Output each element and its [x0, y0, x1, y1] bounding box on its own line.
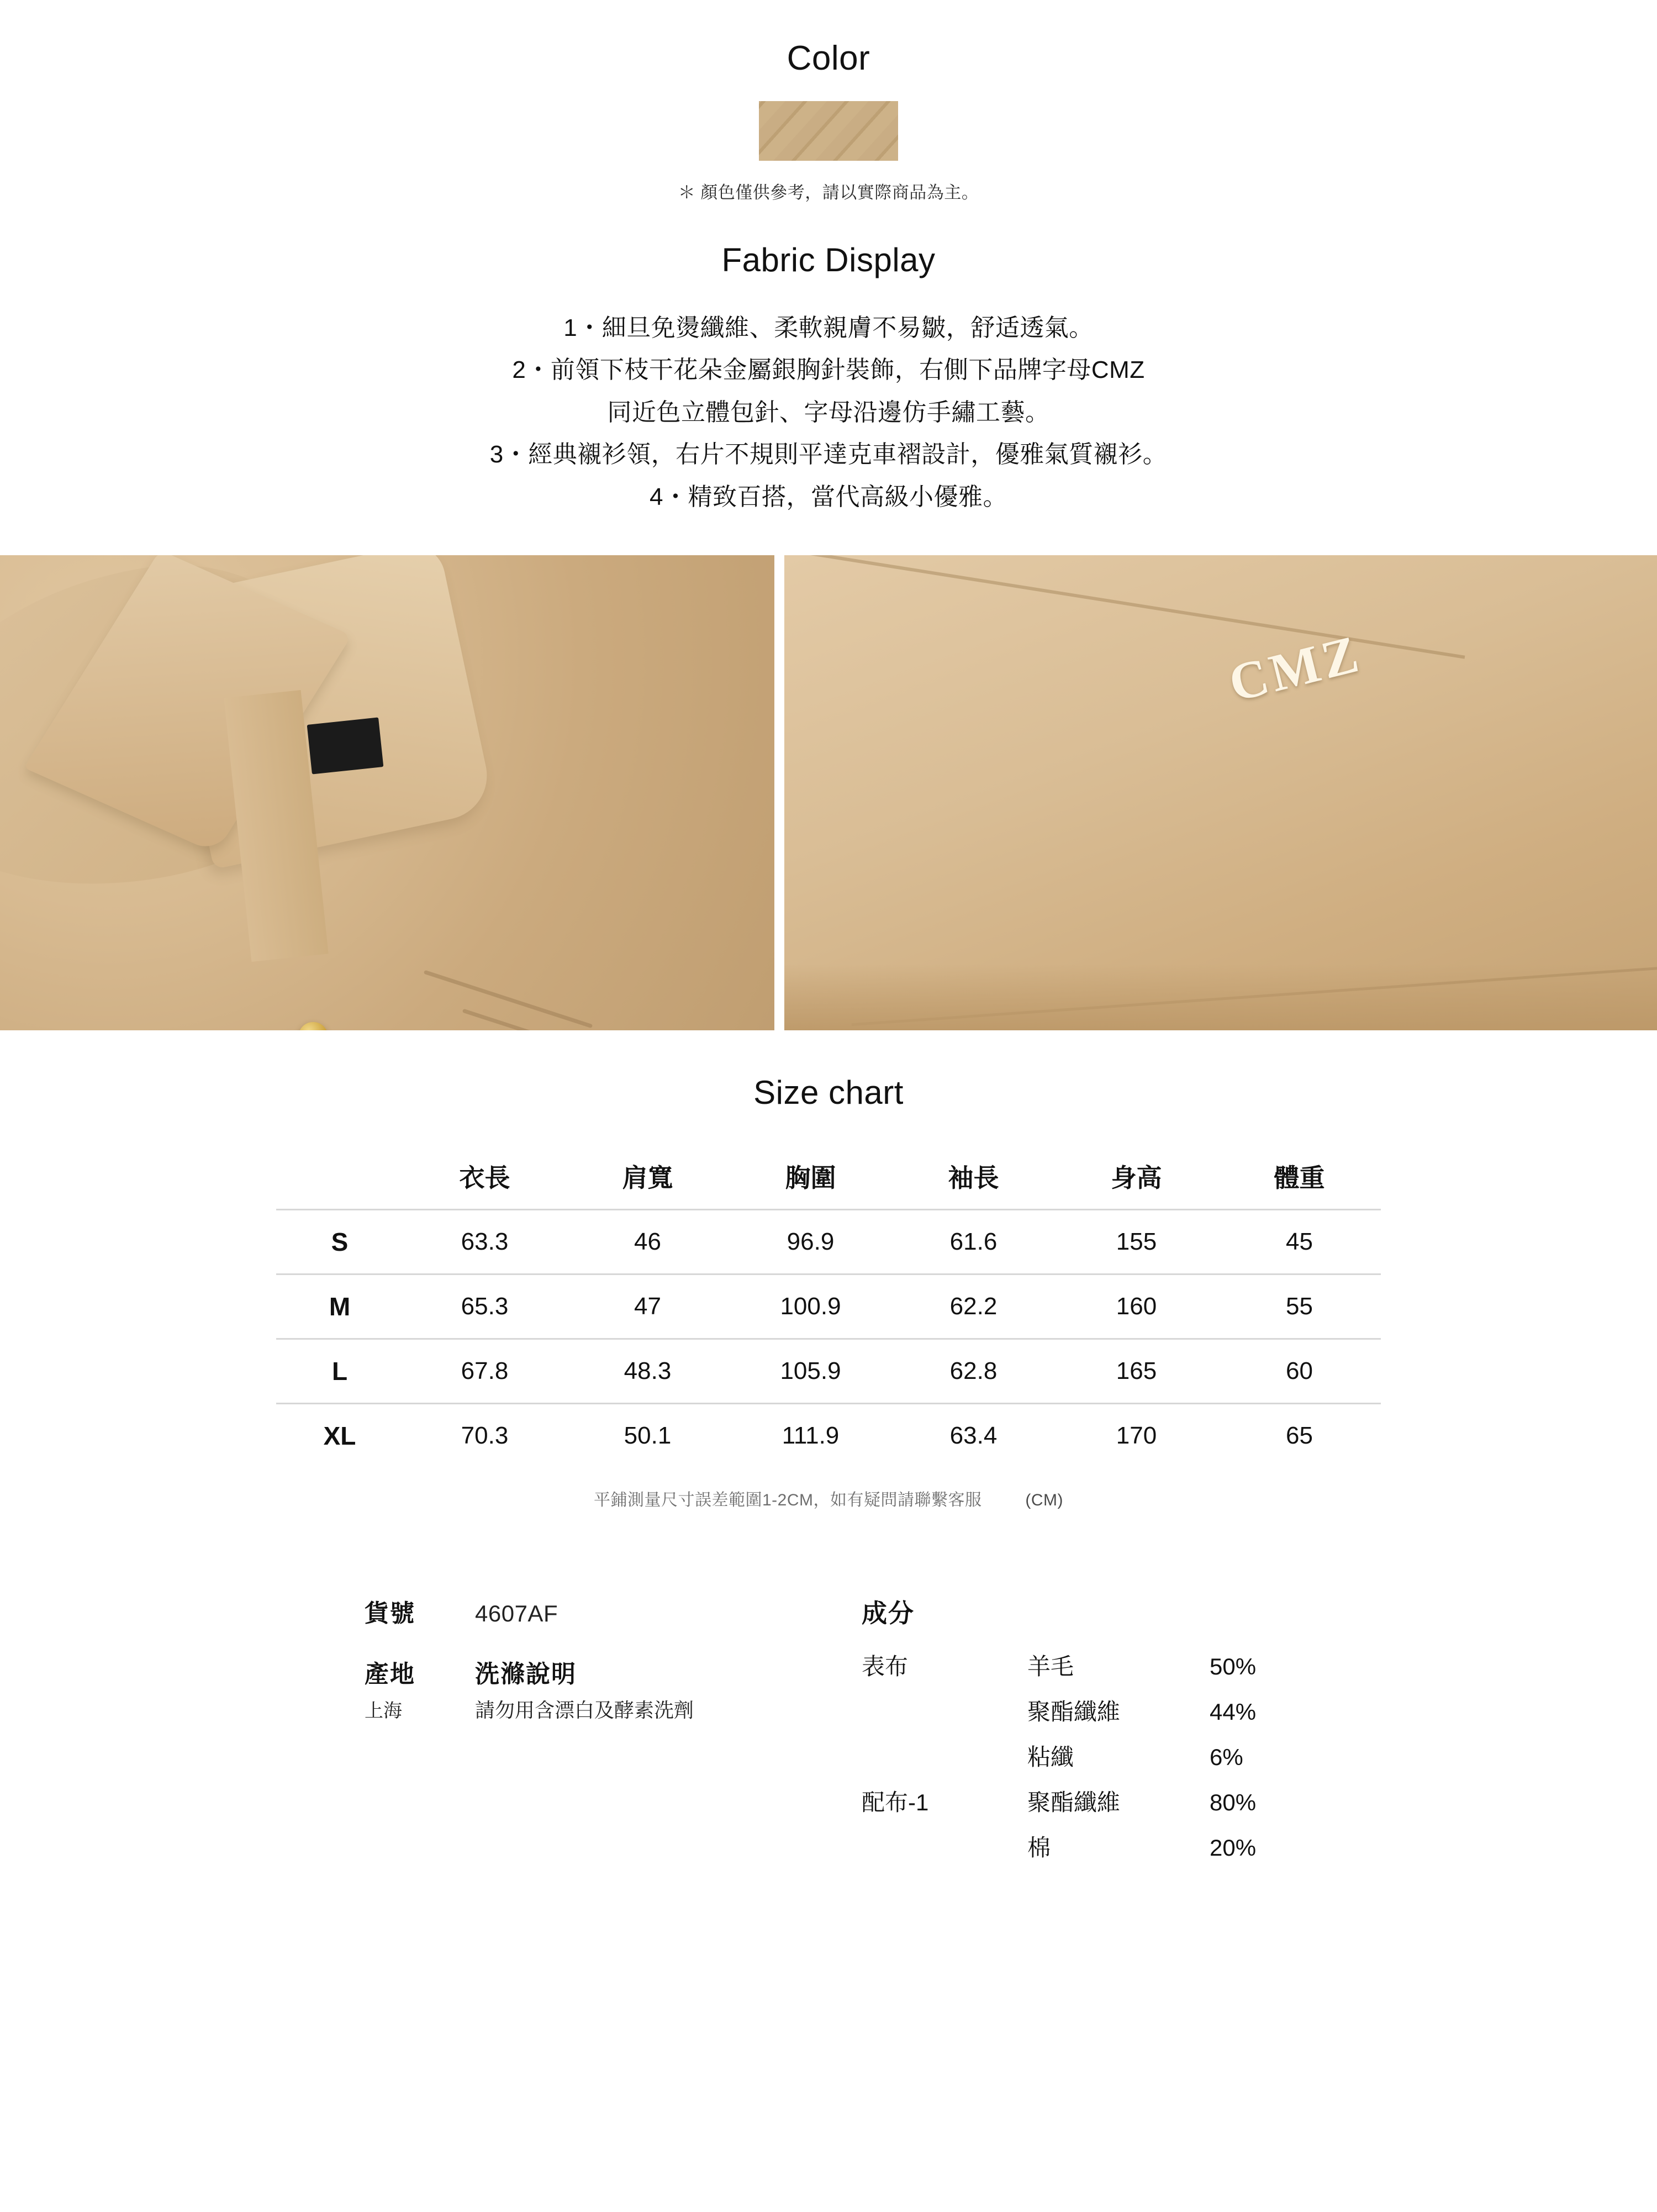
measurement-unit: (CM) [1025, 1491, 1063, 1510]
bottom-spacer [0, 1875, 1657, 1919]
color-section [0, 0, 1657, 203]
cell-weight: 60 [1286, 1357, 1313, 1385]
cell-bust: 105.9 [780, 1357, 841, 1385]
cell-sleeve: 61.6 [949, 1228, 998, 1256]
cmz-embroidery-text: CMZ [1223, 623, 1368, 713]
composition-row [862, 1784, 1469, 1818]
fabric-section [0, 241, 1657, 514]
table-row [276, 1339, 1381, 1404]
wash-label: 洗滌說明 [475, 1661, 577, 1688]
fabric-description [0, 311, 1657, 514]
table-row [276, 1210, 1381, 1274]
cell-height: 170 [1116, 1422, 1157, 1450]
table-row [276, 1274, 1381, 1339]
composition-row [862, 1739, 1469, 1772]
cell-sleeve: 62.2 [949, 1293, 998, 1320]
composition-material: 聚酯纖維 [1027, 1699, 1121, 1725]
gold-button-icon [298, 1022, 328, 1030]
table-header-row [276, 1141, 1381, 1210]
fabric-line: 同近色立體包針、字母沿邊仿手繡工藝。 [607, 398, 1050, 426]
color-disclaimer: ＊ 顏色僅供參考，請以實際商品為主。 [678, 183, 979, 202]
composition-row [862, 1830, 1469, 1863]
brand-label-tag [307, 718, 384, 775]
row-size-label: XL [323, 1421, 356, 1451]
item-number-label: 貨號 [365, 1600, 415, 1628]
cell-sleeve: 63.4 [949, 1422, 998, 1450]
measurement-note: 平鋪測量尺寸誤差範圍1-2CM，如有疑問請聯繫客服 [594, 1491, 982, 1510]
product-photo-band [0, 555, 1657, 1030]
composition-group: 配布-1 [862, 1789, 929, 1816]
composition-label: 成分 [862, 1599, 915, 1628]
size-chart-title: Size chart [753, 1074, 904, 1112]
column-header-length: 衣長 [459, 1163, 510, 1193]
cell-sleeve: 62.8 [949, 1357, 998, 1385]
column-header-sleeve: 袖長 [948, 1163, 999, 1193]
row-size-label: S [331, 1228, 349, 1257]
collar-detail-photo [0, 555, 774, 1030]
cell-weight: 65 [1286, 1422, 1313, 1450]
cell-shoulder: 48.3 [624, 1357, 672, 1385]
product-info-left [365, 1593, 862, 1748]
color-title: Color [787, 39, 870, 77]
composition-percent: 80% [1210, 1789, 1257, 1816]
cell-length: 67.8 [461, 1357, 509, 1385]
hem-shadow [784, 964, 1657, 1030]
origin-wash-header-row [365, 1654, 862, 1689]
cell-shoulder: 50.1 [624, 1422, 672, 1450]
cell-height: 165 [1116, 1357, 1157, 1385]
composition-row [862, 1649, 1469, 1682]
cell-length: 63.3 [461, 1228, 509, 1256]
product-info-section [365, 1593, 1657, 1875]
composition-material: 聚酯纖維 [1027, 1789, 1121, 1816]
column-header-bust: 胸圍 [785, 1163, 836, 1193]
wash-value: 請勿用含漂白及酵素洗劑 [475, 1699, 694, 1722]
pleat-line [424, 970, 593, 1029]
origin-value: 上海 [365, 1700, 402, 1722]
fabric-title: Fabric Display [721, 241, 936, 278]
item-number-row [365, 1593, 862, 1629]
fabric-line: 1・細旦免燙纖維、柔軟親膚不易皺，舒适透氣。 [563, 314, 1094, 341]
cell-height: 155 [1116, 1228, 1157, 1256]
composition-percent: 20% [1210, 1835, 1257, 1861]
fabric-line: 4・精致百搭，當代高級小優雅。 [650, 483, 1007, 510]
color-swatch-row [0, 101, 1657, 161]
column-header-shoulder: 肩寬 [622, 1163, 673, 1193]
cell-bust: 100.9 [780, 1293, 841, 1320]
cell-weight: 55 [1286, 1293, 1313, 1320]
cell-height: 160 [1116, 1293, 1157, 1320]
photo-divider [774, 555, 784, 1030]
product-info-right [862, 1593, 1469, 1875]
item-number-value: 4607AF [475, 1600, 558, 1627]
cell-length: 65.3 [461, 1293, 509, 1320]
cell-bust: 111.9 [782, 1422, 840, 1450]
size-chart-note-row [0, 1486, 1657, 1510]
cell-shoulder: 46 [634, 1228, 661, 1256]
column-header-weight: 體重 [1274, 1163, 1325, 1193]
column-header-blank [276, 1141, 403, 1210]
composition-group: 表布 [862, 1653, 909, 1680]
origin-label: 產地 [365, 1661, 415, 1688]
composition-percent: 50% [1210, 1653, 1257, 1680]
embroidery-detail-photo [784, 555, 1657, 1030]
fabric-line: 3・經典襯衫領，右片不規則平達克車褶設計，優雅氣質襯衫。 [489, 441, 1168, 468]
size-chart-section [0, 1073, 1657, 1510]
table-row [276, 1404, 1381, 1468]
composition-row [862, 1694, 1469, 1727]
row-size-label: L [331, 1357, 348, 1386]
row-size-label: M [329, 1292, 351, 1321]
composition-material: 棉 [1027, 1835, 1051, 1861]
beige-fabric-swatch[interactable] [759, 101, 898, 161]
composition-percent: 6% [1210, 1744, 1243, 1771]
cell-bust: 96.9 [787, 1228, 835, 1256]
composition-percent: 44% [1210, 1699, 1257, 1725]
fabric-line: 2・前領下枝干花朵金屬銀胸針裝飾，右側下品牌字母CMZ [512, 356, 1145, 384]
size-chart-table [276, 1141, 1381, 1467]
column-header-height: 身高 [1111, 1163, 1162, 1193]
cell-shoulder: 47 [634, 1293, 661, 1320]
cell-length: 70.3 [461, 1422, 509, 1450]
composition-material: 粘纖 [1027, 1744, 1074, 1771]
composition-material: 羊毛 [1027, 1653, 1074, 1680]
origin-wash-value-row [365, 1695, 862, 1723]
cell-weight: 45 [1286, 1228, 1313, 1256]
